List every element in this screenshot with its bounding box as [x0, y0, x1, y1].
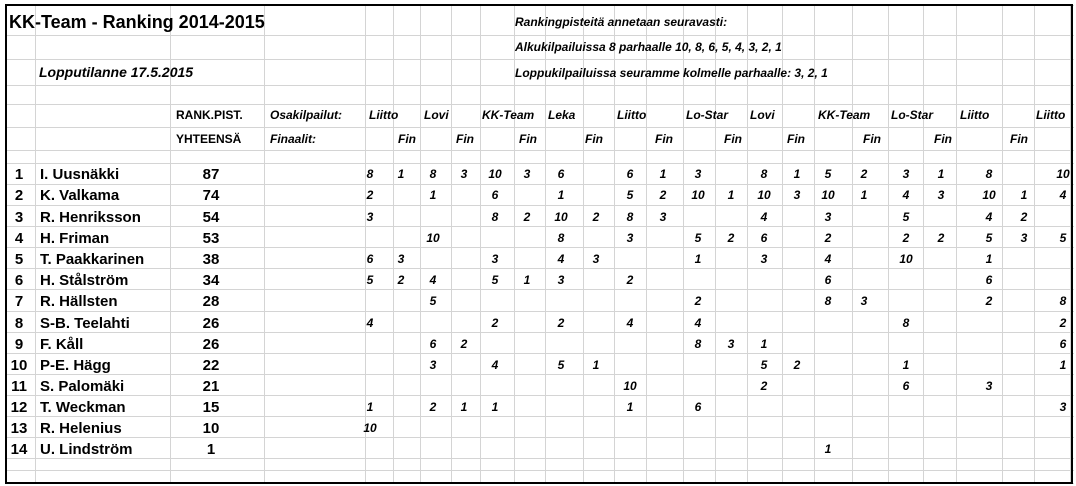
score-cell: 5	[626, 188, 634, 202]
score-cell: 2	[366, 188, 374, 202]
score-cell: 2	[824, 231, 832, 245]
score-cell: 3	[626, 231, 634, 245]
player-rank: 11	[11, 378, 27, 395]
score-cell: 10	[1056, 167, 1070, 181]
score-cell: 1	[985, 252, 993, 266]
player-total-points: 22	[202, 357, 220, 374]
competition-name: Lo-Star	[891, 108, 933, 122]
score-cell: 2	[727, 231, 735, 245]
score-cell: 5	[429, 294, 437, 308]
competition-name: Leka	[548, 108, 576, 122]
score-cell: 10	[691, 188, 705, 202]
final-label: Fin	[398, 132, 416, 146]
score-cell: 10	[426, 231, 440, 245]
score-cell: 3	[1059, 400, 1067, 414]
score-cell: 3	[985, 379, 993, 393]
player-name: T. Paakkarinen	[40, 251, 145, 268]
final-label: Fin	[934, 132, 952, 146]
score-cell: 5	[557, 358, 565, 372]
score-cell: 2	[397, 273, 405, 287]
score-cell: 1	[727, 188, 735, 202]
player-total-points: 1	[206, 441, 216, 458]
score-cell: 8	[694, 337, 702, 351]
score-cell: 5	[824, 167, 832, 181]
player-rank: 8	[14, 315, 24, 332]
score-cell: 8	[985, 167, 993, 181]
score-cell: 2	[429, 400, 437, 414]
score-cell: 2	[860, 167, 868, 181]
score-cell: 2	[694, 294, 702, 308]
player-total-points: 26	[202, 336, 220, 353]
score-cell: 10	[488, 167, 502, 181]
score-cell: 2	[902, 231, 910, 245]
player-name: K. Valkama	[40, 187, 120, 204]
score-cell: 2	[523, 210, 531, 224]
final-label: Fin	[585, 132, 603, 146]
score-cell: 2	[491, 316, 499, 330]
score-cell: 4	[1059, 188, 1067, 202]
player-name: R. Henriksson	[40, 209, 141, 226]
player-total-points: 10	[202, 420, 220, 437]
score-cell: 1	[491, 400, 499, 414]
score-cell: 3	[523, 167, 531, 181]
score-cell: 4	[491, 358, 499, 372]
player-total-points: 34	[202, 272, 220, 289]
score-cell: 6	[557, 167, 565, 181]
score-cell: 6	[902, 379, 910, 393]
score-cell: 8	[760, 167, 768, 181]
ranking-rule-note: Rankingpisteitä annetaan seuravasti:	[515, 15, 728, 29]
player-total-points: 15	[202, 399, 220, 416]
score-cell: 8	[626, 210, 634, 224]
competitions-label: Osakilpailut:	[270, 108, 343, 122]
rank-points-header: RANK.PIST.	[176, 108, 243, 122]
score-cell: 8	[557, 231, 565, 245]
player-total-points: 87	[202, 166, 220, 183]
score-cell: 3	[397, 252, 405, 266]
score-cell: 8	[824, 294, 832, 308]
score-cell: 1	[523, 273, 531, 287]
score-cell: 4	[902, 188, 910, 202]
score-cell: 10	[899, 252, 913, 266]
final-label: Fin	[655, 132, 673, 146]
score-cell: 2	[760, 379, 768, 393]
score-cell: 6	[626, 167, 634, 181]
score-cell: 10	[623, 379, 637, 393]
score-cell: 2	[793, 358, 801, 372]
competition-name: Liitto	[369, 108, 399, 122]
score-cell: 1	[557, 188, 565, 202]
player-name: R. Helenius	[40, 420, 122, 437]
player-total-points: 74	[202, 187, 220, 204]
score-cell: 3	[659, 210, 667, 224]
score-cell: 6	[366, 252, 374, 266]
player-rank: 10	[10, 357, 28, 374]
competition-name: KK-Team	[482, 108, 535, 122]
score-cell: 8	[429, 167, 437, 181]
score-cell: 1	[626, 400, 634, 414]
score-cell: 8	[1059, 294, 1067, 308]
score-cell: 1	[659, 167, 667, 181]
player-rank: 9	[14, 336, 24, 353]
score-cell: 2	[985, 294, 993, 308]
score-cell: 2	[1020, 210, 1028, 224]
player-rank: 6	[14, 272, 24, 289]
score-cell: 3	[429, 358, 437, 372]
player-rank: 13	[10, 420, 28, 437]
score-cell: 3	[460, 167, 468, 181]
player-name: H. Friman	[40, 230, 110, 247]
score-cell: 5	[1059, 231, 1067, 245]
score-cell: 3	[727, 337, 735, 351]
score-cell: 1	[460, 400, 468, 414]
player-rank: 5	[14, 251, 24, 268]
score-cell: 1	[397, 167, 405, 181]
score-cell: 8	[491, 210, 499, 224]
player-total-points: 54	[202, 209, 220, 226]
player-total-points: 53	[202, 230, 220, 247]
final-label: Fin	[519, 132, 537, 146]
competition-name: Liitto	[1036, 108, 1066, 122]
ranking-rule-note: Loppukilpailuissa seuramme kolmelle parhaalle: 3, 2, 1	[515, 66, 828, 80]
player-rank: 14	[10, 441, 28, 458]
final-standings-date: Lopputilanne 17.5.2015	[39, 64, 194, 80]
score-cell: 6	[824, 273, 832, 287]
score-cell: 1	[429, 188, 437, 202]
player-name: T. Weckman	[40, 399, 126, 416]
player-rank: 1	[14, 166, 24, 183]
score-cell: 1	[760, 337, 768, 351]
competition-name: Lovi	[424, 108, 449, 122]
score-cell: 2	[460, 337, 468, 351]
score-cell: 3	[557, 273, 565, 287]
score-cell: 4	[366, 316, 374, 330]
player-rank: 4	[14, 230, 24, 247]
player-name: P-E. Hägg	[40, 357, 111, 374]
player-total-points: 28	[202, 293, 220, 310]
score-cell: 10	[363, 421, 377, 435]
player-rank: 12	[10, 399, 28, 416]
final-label: Fin	[787, 132, 805, 146]
competition-name: KK-Team	[818, 108, 871, 122]
score-cell: 4	[694, 316, 702, 330]
player-name: R. Hällsten	[40, 293, 118, 310]
score-cell: 3	[592, 252, 600, 266]
score-cell: 1	[793, 167, 801, 181]
score-cell: 4	[429, 273, 437, 287]
score-cell: 3	[694, 167, 702, 181]
score-cell: 8	[366, 167, 374, 181]
score-cell: 6	[429, 337, 437, 351]
sheet-title: KK-Team - Ranking 2014-2015	[9, 12, 265, 32]
score-cell: 6	[985, 273, 993, 287]
score-cell: 5	[694, 231, 702, 245]
score-cell: 1	[366, 400, 374, 414]
score-cell: 6	[760, 231, 768, 245]
player-rank: 3	[14, 209, 24, 226]
score-cell: 3	[793, 188, 801, 202]
competition-name: Lo-Star	[686, 108, 728, 122]
score-cell: 6	[491, 188, 499, 202]
score-cell: 5	[902, 210, 910, 224]
score-cell: 1	[1020, 188, 1028, 202]
score-cell: 4	[626, 316, 634, 330]
score-cell: 5	[366, 273, 374, 287]
finals-label: Finaalit:	[270, 132, 317, 146]
score-cell: 5	[760, 358, 768, 372]
score-cell: 2	[1059, 316, 1067, 330]
score-cell: 2	[592, 210, 600, 224]
score-cell: 1	[860, 188, 868, 202]
score-cell: 4	[557, 252, 565, 266]
score-cell: 3	[860, 294, 868, 308]
player-rank: 7	[14, 293, 24, 310]
score-cell: 2	[937, 231, 945, 245]
player-name: U. Lindström	[40, 441, 133, 458]
score-cell: 10	[554, 210, 568, 224]
score-cell: 10	[982, 188, 996, 202]
player-total-points: 26	[202, 315, 220, 332]
score-cell: 3	[1020, 231, 1028, 245]
player-total-points: 38	[202, 251, 220, 268]
score-cell: 2	[659, 188, 667, 202]
final-label: Fin	[863, 132, 881, 146]
score-cell: 10	[821, 188, 835, 202]
competition-name: Lovi	[750, 108, 775, 122]
score-cell: 4	[985, 210, 993, 224]
score-cell: 5	[985, 231, 993, 245]
score-cell: 4	[824, 252, 832, 266]
score-cell: 1	[592, 358, 600, 372]
player-name: F. Kåll	[40, 336, 84, 353]
competition-name: Liitto	[617, 108, 647, 122]
score-cell: 2	[626, 273, 634, 287]
score-cell: 1	[824, 442, 832, 456]
player-name: S. Palomäki	[40, 378, 125, 395]
score-cell: 6	[694, 400, 702, 414]
player-name: S-B. Teelahti	[40, 315, 130, 332]
score-cell: 3	[760, 252, 768, 266]
player-name: H. Stålström	[40, 272, 129, 289]
rank-points-header-total: YHTEENSÄ	[176, 132, 242, 146]
final-label: Fin	[1010, 132, 1028, 146]
player-name: I. Uusnäkki	[40, 166, 120, 183]
ranking-rule-note: Alkukilpailuissa 8 parhaalle 10, 8, 6, 5, 4, 3, 2, 1	[515, 40, 782, 54]
final-label: Fin	[456, 132, 474, 146]
player-rank: 2	[14, 187, 24, 204]
score-cell: 5	[491, 273, 499, 287]
score-cell: 3	[366, 210, 374, 224]
score-cell: 1	[1059, 358, 1067, 372]
score-cell: 3	[491, 252, 499, 266]
score-cell: 10	[757, 188, 771, 202]
score-cell: 4	[760, 210, 768, 224]
player-total-points: 21	[202, 378, 220, 395]
score-cell: 8	[902, 316, 910, 330]
final-label: Fin	[724, 132, 742, 146]
score-cell: 2	[557, 316, 565, 330]
score-cell: 3	[902, 167, 910, 181]
score-cell: 3	[937, 188, 945, 202]
score-cell: 1	[902, 358, 910, 372]
competition-name: Liitto	[960, 108, 990, 122]
score-cell: 6	[1059, 337, 1067, 351]
score-cell: 1	[937, 167, 945, 181]
score-cell: 3	[824, 210, 832, 224]
score-cell: 1	[694, 252, 702, 266]
